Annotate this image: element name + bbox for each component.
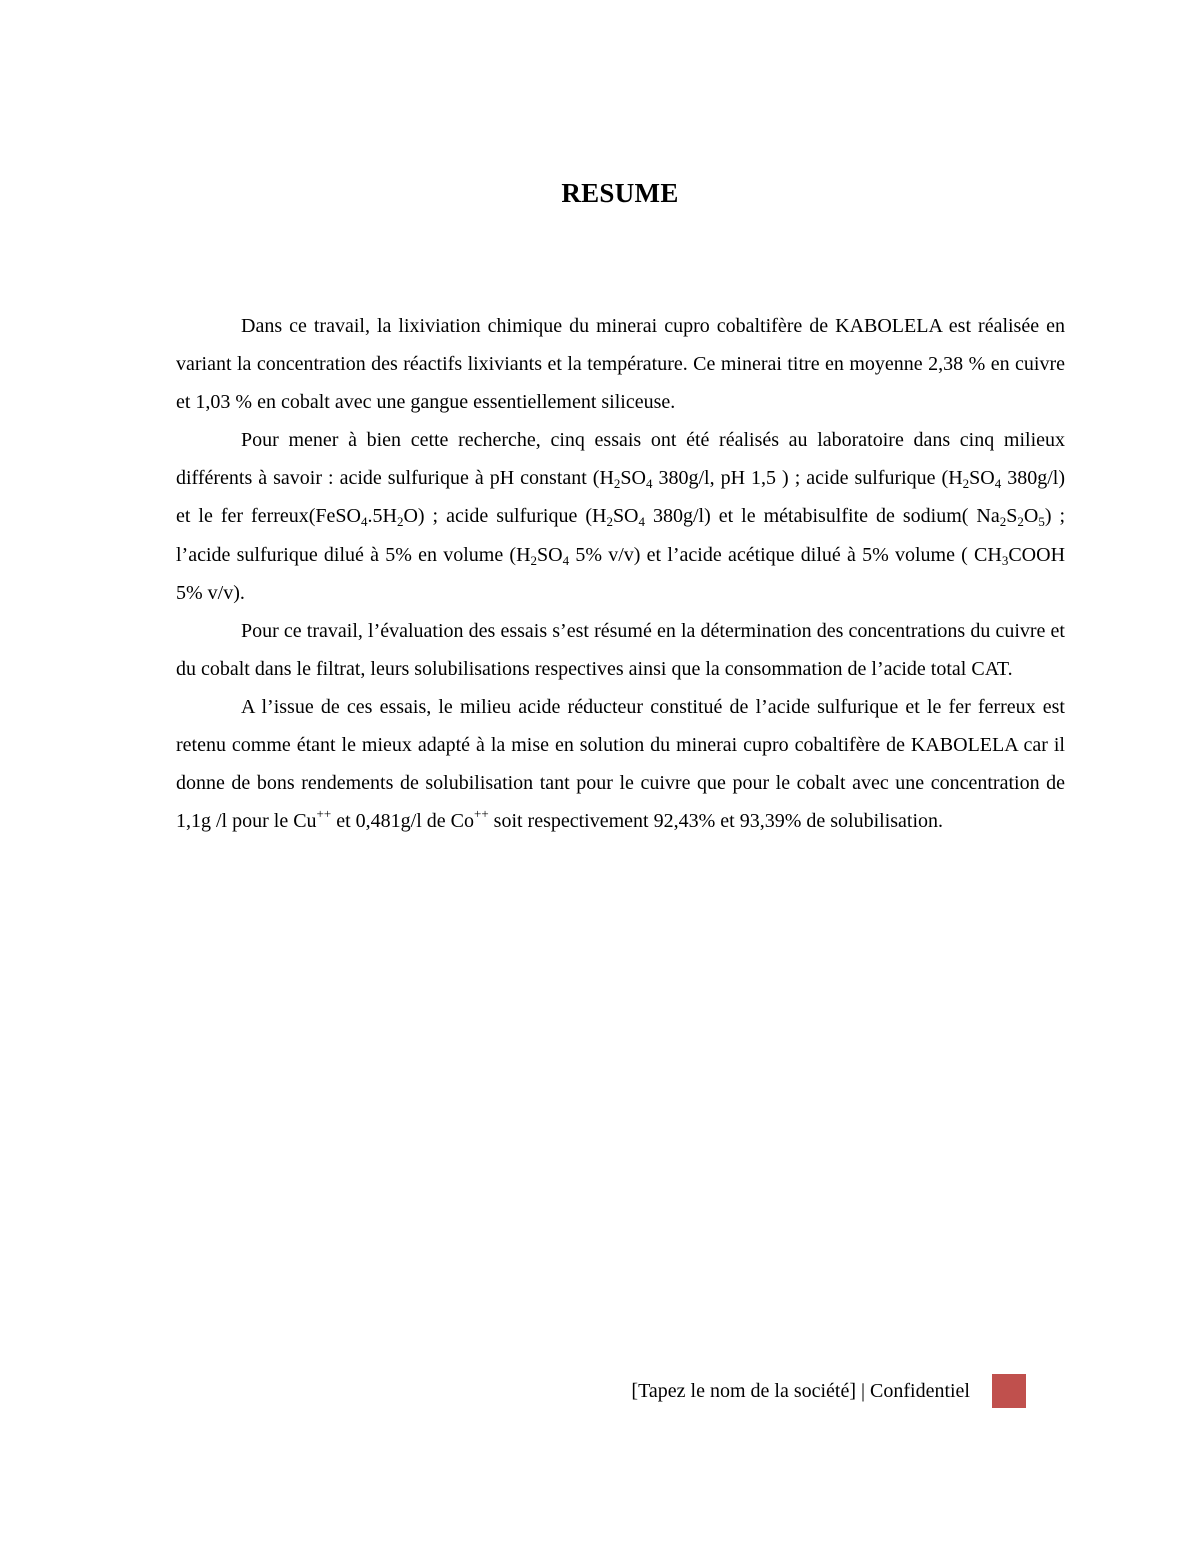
text-run: .5H <box>367 505 397 528</box>
text-run: 380g/l) et le métabisulfite de sodium( Na <box>645 505 1000 528</box>
subscript: 2 <box>1017 514 1024 530</box>
subscript: 4 <box>360 514 368 530</box>
subscript: 2 <box>613 476 621 492</box>
paragraph-3 <box>176 612 1065 688</box>
superscript: ++ <box>473 806 489 822</box>
text-run: Pour mener à bien cette recherche, cinq essais ont été réalisés au laboratoire dans cinq milieux différents à savoir : acide sulfurique à pH constant (H <box>176 429 1065 490</box>
subscript: 2 <box>606 514 613 530</box>
text-run: 5% v/v) et l’acide acétique dilué à 5% volume ( CH <box>569 543 1002 566</box>
subscript: 2 <box>396 514 404 530</box>
page-title: RESUME <box>561 178 679 208</box>
text-run: O <box>1023 505 1039 528</box>
text-run: SO <box>612 505 639 528</box>
text-run: Pour ce travail, l’évaluation des essais s’est résumé en la détermination des concentrations du cuivre et du cobalt dans le filtrat, leurs solubilisations respectives ainsi que la consommation de l’acide total CAT. <box>176 619 1065 680</box>
subscript: 4 <box>638 514 646 530</box>
subscript: 3 <box>1001 552 1009 568</box>
text-run: et 0,481g/l de Co <box>331 810 474 833</box>
subscript: 4 <box>994 476 1002 492</box>
text-run: SO <box>969 467 995 490</box>
subscript: 2 <box>530 552 538 568</box>
subscript: 5 <box>1038 514 1045 530</box>
footer-accent-block <box>992 1374 1026 1408</box>
text-run: S <box>1006 505 1018 528</box>
subscript: 2 <box>999 514 1007 530</box>
subscript: 4 <box>562 552 570 568</box>
text-run: 380g/l) et le fer ferreux(FeSO <box>176 467 1065 528</box>
page-footer <box>631 1373 1026 1409</box>
paragraph-4 <box>176 688 1065 840</box>
superscript: ++ <box>316 806 332 822</box>
text-run: SO <box>620 467 646 490</box>
paragraph-2 <box>176 421 1065 611</box>
text-run: COOH 5% v/v). <box>176 543 1066 604</box>
subscript: 2 <box>962 476 970 492</box>
text-run: A l’issue de ces essais, le milieu acide réducteur constitué de l’acide sulfurique et le fer ferreux est retenu comme étant le mieux adapté à la mise en solution du minerai cupro cobaltifère de KABOLELA car il donne de bons rendements de solubilisation tant pour le cuivre que pour le cobalt avec une concentration de 1,1g /l pour le Cu <box>176 695 1065 833</box>
text-run: O) ; acide sulfurique (H <box>403 505 607 528</box>
abstract-body <box>176 307 1065 840</box>
footer-text: [Tapez le nom de la société] | Confidentiel <box>631 1379 970 1402</box>
text-run: 380g/l, pH 1,5 ) ; acide sulfurique (H <box>652 467 963 490</box>
paragraph-1 <box>176 307 1065 421</box>
text-run: ) ; l’acide sulfurique dilué à 5% en volume (H <box>176 505 1066 566</box>
text-run: SO <box>537 543 563 566</box>
subscript: 4 <box>646 476 653 492</box>
text-run: Dans ce travail, la lixiviation chimique du minerai cupro cobaltifère de KABOLELA est réalisée en variant la concentration des réactifs lixiviants et la température. Ce minerai titre en moyenne 2,38 % en cuivre et 1,03 % en cobalt avec une gangue essentiellement siliceuse. <box>176 315 1065 414</box>
text-run: soit respectivement 92,43% et 93,39% de solubilisation. <box>488 810 944 833</box>
